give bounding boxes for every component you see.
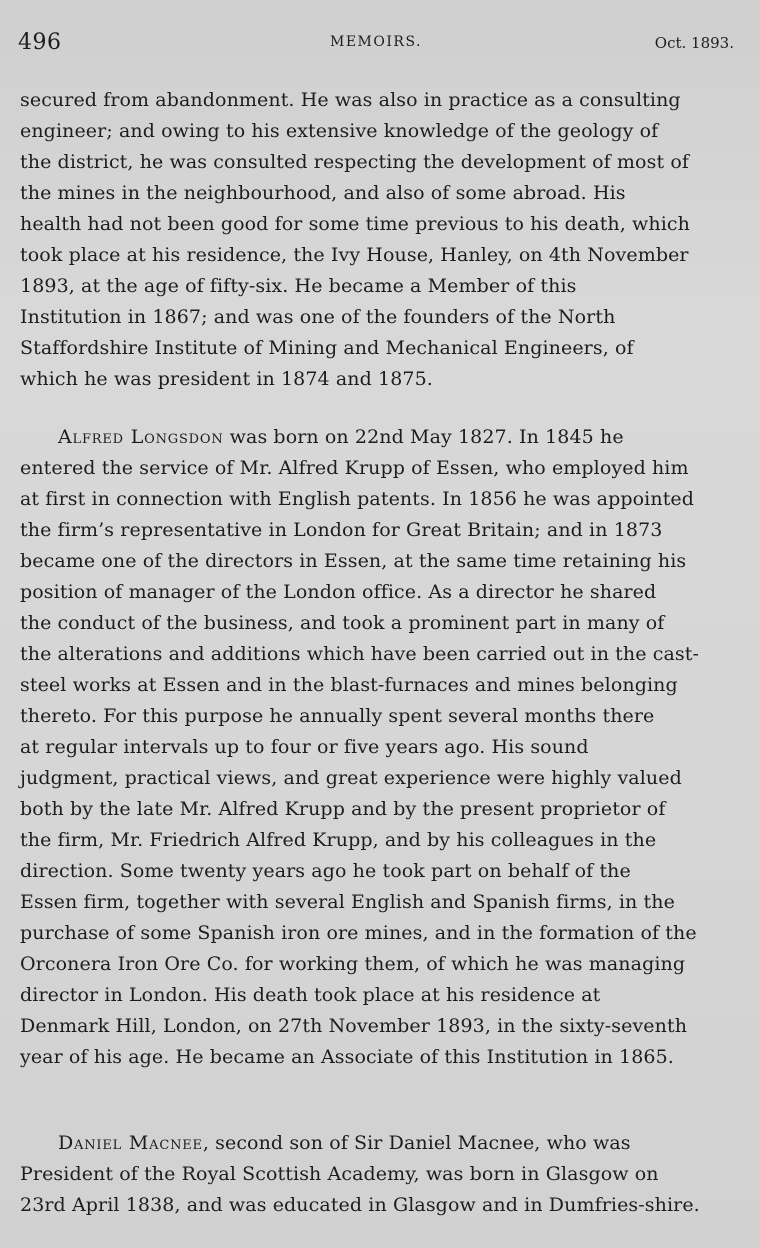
memoir-paragraph-continued: [20, 85, 734, 395]
paragraph-line: at regular intervals up to four or five years ago. His sound: [20, 736, 589, 758]
paragraph-line: which he was president in 1874 and 1875.: [20, 368, 433, 390]
paragraph-line: thereto. For this purpose he annually spent several months there: [20, 705, 655, 727]
paragraph-line: position of manager of the London office. As a director he shared: [20, 581, 657, 603]
paragraph-line: Orconera Iron Ore Co. for working them, of which he was managing: [20, 953, 686, 975]
paragraph-line: 23rd April 1838, and was educated in Glasgow and in Dumfries-shire.: [20, 1194, 700, 1216]
page-header: [18, 30, 734, 58]
paragraph-line: Essen firm, together with several English and Spanish firms, in the: [20, 891, 675, 913]
paragraph-line: judgment, practical views, and great experience were highly valued: [20, 767, 682, 789]
paragraph-line: became one of the directors in Essen, at the same time retaining his: [20, 550, 687, 572]
paragraph-line: the firm’s representative in London for Great Britain; and in 1873: [20, 519, 663, 541]
paragraph-line: Staffordshire Institute of Mining and Mechanical Engineers, of: [20, 337, 634, 359]
paragraph-first-line: [20, 422, 734, 453]
paragraph-line: President of the Royal Scottish Academy, was born in Glasgow on: [20, 1163, 659, 1185]
paragraph-line: the conduct of the business, and took a prominent part in many of: [20, 612, 665, 634]
paragraph-line: both by the late Mr. Alfred Krupp and by the present proprietor of: [20, 798, 666, 820]
paragraph-line: direction. Some twenty years ago he took part on behalf of the: [20, 860, 631, 882]
paragraph-line-text: was born on 22nd May 1827. In 1845 he: [229, 426, 624, 448]
paragraph-line: steel works at Essen and in the blast-furnaces and mines belonging: [20, 674, 678, 696]
paragraph-line: took place at his residence, the Ivy House, Hanley, on 4th November: [20, 244, 689, 266]
paragraph-line: at first in connection with English patents. In 1856 he was appointed: [20, 488, 695, 510]
paragraph-line: Denmark Hill, London, on 27th November 1893, in the sixty-seventh: [20, 1015, 688, 1037]
memoir-daniel-macnee: [20, 1128, 734, 1221]
paragraph-line: the firm, Mr. Friedrich Alfred Krupp, and by his colleagues in the: [20, 829, 657, 851]
header-date: Oct. 1893.: [654, 34, 734, 52]
paragraph-line: secured from abandonment. He was also in practice as a consulting: [20, 89, 681, 111]
paragraph-line-text: , second son of Sir Daniel Macnee, who was: [202, 1132, 631, 1154]
paragraph-line: purchase of some Spanish iron ore mines, and in the formation of the: [20, 922, 697, 944]
paragraph-line: the alterations and additions which have been carried out in the cast-: [20, 643, 699, 665]
memoir-name: Daniel Macnee: [58, 1132, 203, 1154]
memoir-alfred-longsdon: [20, 422, 734, 1073]
paragraph-line: entered the service of Mr. Alfred Krupp of Essen, who employed him: [20, 457, 689, 479]
paragraph-line: the mines in the neighbourhood, and also of some abroad. His: [20, 182, 626, 204]
paragraph-line: 1893, at the age of fifty-six. He became a Member of this: [20, 275, 577, 297]
memoir-name: Alfred Longsdon: [58, 426, 224, 448]
paragraph-line: engineer; and owing to his extensive knowledge of the geology of: [20, 120, 659, 142]
paragraph-line: health had not been good for some time previous to his death, which: [20, 213, 691, 235]
paragraph-line: director in London. His death took place at his residence at: [20, 984, 601, 1006]
page-number: 496: [18, 30, 62, 55]
running-title: MEMOIRS.: [330, 34, 422, 50]
paragraph-first-line: [20, 1128, 734, 1159]
paragraph-line: year of his age. He became an Associate of this Institution in 1865.: [20, 1046, 674, 1068]
paragraph-line: the district, he was consulted respecting the development of most of: [20, 151, 689, 173]
paragraph-line: Institution in 1867; and was one of the founders of the North: [20, 306, 616, 328]
